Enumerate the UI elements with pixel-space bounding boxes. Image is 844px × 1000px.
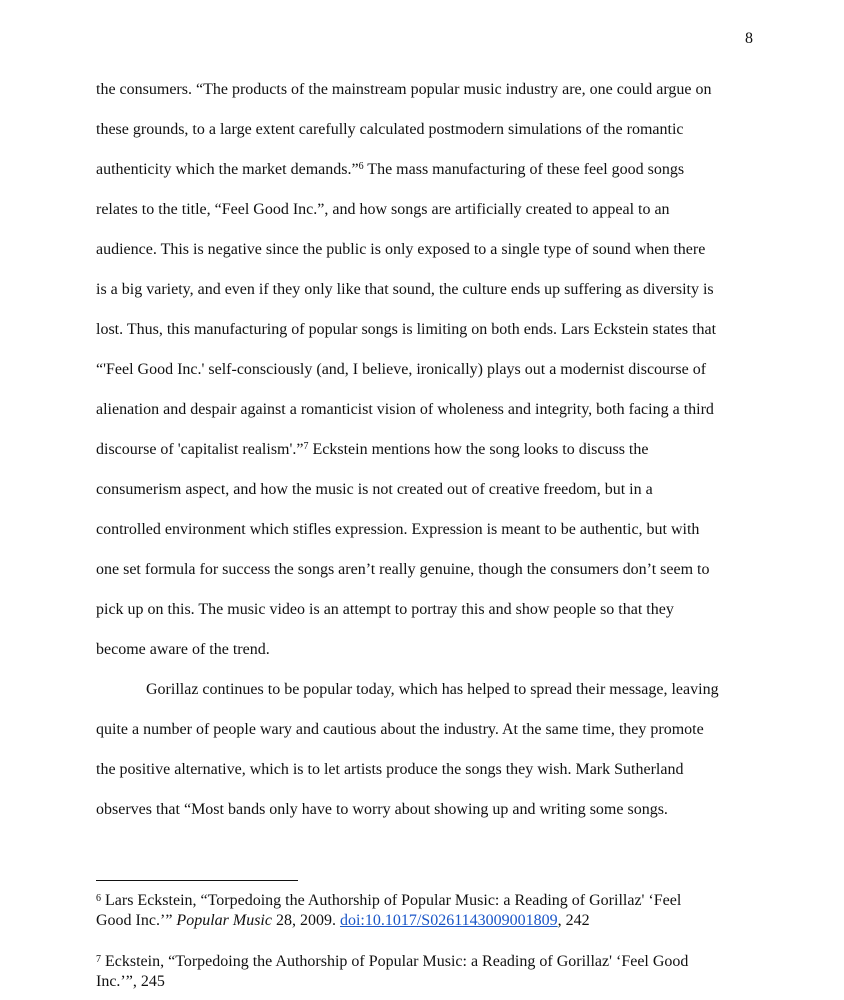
footnote-ref-7[interactable]: 7: [303, 441, 309, 452]
footnote-7-cont: Inc.’”, 245: [96, 973, 165, 990]
body-line: “'Feel Good Inc.' self-consciously (and, I believe, ironically) plays out a modernist discourse of: [96, 361, 707, 378]
doi-link[interactable]: doi:10.1017/S0261143009001809: [339, 912, 558, 929]
footnote-ref-6[interactable]: 6: [358, 161, 364, 172]
footnote-6-cont: Good Inc.’” Popular Music 28, 2009. doi:10.1017/S0261143009001809, 242: [96, 912, 590, 929]
body-line: lost. Thus, this manufacturing of popular songs is limiting on both ends. Lars Eckstein states that: [96, 321, 717, 338]
body-line: authenticity which the market demands.”$^6$ The mass manufacturing of these feel good songs: [96, 161, 685, 178]
footnote-mark: 7: [96, 954, 101, 965]
page-number: 8: [745, 30, 753, 47]
body-line: audience. This is negative since the public is only exposed to a single type of sound when there: [96, 241, 706, 258]
body-line: the positive alternative, which is to let artists produce the songs they wish. Mark Sutherland: [96, 761, 684, 778]
body-line: observes that “Most bands only have to worry about showing up and writing some songs.: [96, 801, 668, 818]
body-line: controlled environment which stifles expression. Expression is meant to be authentic, but with: [96, 521, 700, 538]
body-line: discourse of 'capitalist realism'.”$^7$ Eckstein mentions how the song looks to discuss the: [96, 441, 649, 458]
footnote-7: $^7$ Eckstein, “Torpedoing the Authorship of Popular Music: a Reading of Gorillaz' ‘Feel Good: [96, 953, 689, 970]
body-line: pick up on this. The music video is an attempt to portray this and show people so that they: [96, 601, 674, 618]
body-line: these grounds, to a large extent carefully calculated postmodern simulations of the romantic: [96, 121, 684, 138]
body-line: become aware of the trend.: [96, 641, 270, 658]
body-line: one set formula for success the songs aren’t really genuine, though the consumers don’t seem to: [96, 561, 710, 578]
body-line: the consumers. “The products of the mainstream popular music industry are, one could argue on: [96, 81, 712, 98]
body-line: is a big variety, and even if they only like that sound, the culture ends up suffering as diversity is: [96, 281, 714, 298]
body-line: relates to the title, “Feel Good Inc.”, and how songs are artificially created to appeal to an: [96, 201, 670, 218]
body-line: quite a number of people wary and cautious about the industry. At the same time, they promote: [96, 721, 704, 738]
body-line: consumerism aspect, and how the music is not created out of creative freedom, but in a: [96, 481, 653, 498]
footnote-6: $^6$ Lars Eckstein, “Torpedoing the Authorship of Popular Music: a Reading of Gorillaz' ‘Feel: [96, 892, 682, 909]
footnote-mark: 6: [96, 893, 101, 904]
footnote-separator: [96, 880, 298, 881]
body-line: Gorillaz continues to be popular today, which has helped to spread their message, leaving: [146, 681, 719, 698]
body-line: alienation and despair against a romanticist vision of wholeness and integrity, both facing a third: [96, 401, 714, 418]
